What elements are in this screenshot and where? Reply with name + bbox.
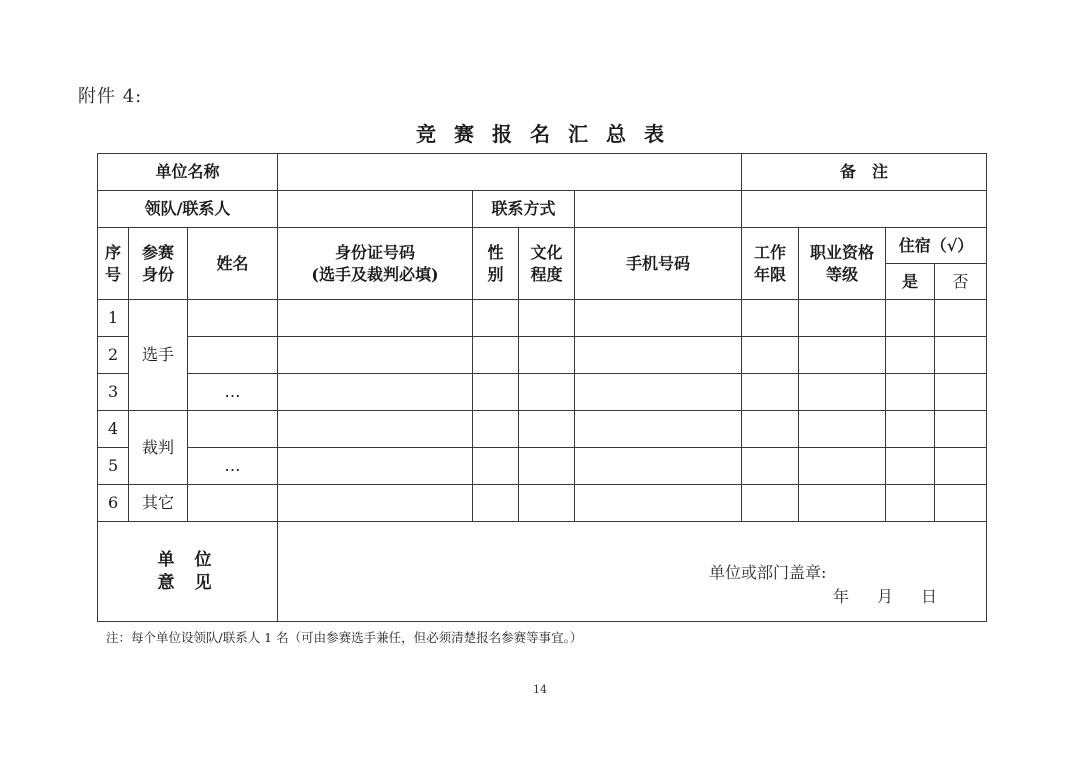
- col-gender-line2: 别: [487, 264, 504, 284]
- unit-opinion-label: [98, 522, 278, 622]
- unit-name-label: 单位名称: [98, 154, 278, 191]
- name-cell[interactable]: [188, 337, 278, 374]
- qualification-cell[interactable]: [799, 337, 886, 374]
- table-row: [98, 300, 987, 337]
- title-char: 赛: [454, 122, 474, 146]
- lodging-no-cell[interactable]: [935, 485, 987, 522]
- col-education-line2: 程度: [530, 264, 563, 284]
- row-number: 3: [98, 374, 129, 411]
- col-work-years-line1: 工作: [753, 242, 786, 262]
- work-years-cell[interactable]: [742, 485, 799, 522]
- id-cell[interactable]: [278, 485, 473, 522]
- title-char: 名: [530, 122, 550, 146]
- lodging-yes-cell[interactable]: [886, 411, 935, 448]
- id-cell[interactable]: [278, 448, 473, 485]
- leader-row: [98, 191, 987, 228]
- attachment-label: 附件 4:: [78, 86, 143, 107]
- id-cell[interactable]: [278, 374, 473, 411]
- phone-cell[interactable]: [575, 411, 742, 448]
- gender-cell[interactable]: [473, 411, 519, 448]
- unit-opinion-field[interactable]: [278, 522, 987, 622]
- col-seq-header: [98, 228, 129, 300]
- table-row: [98, 374, 987, 411]
- page-number: 14: [533, 683, 547, 696]
- col-qualification-line1: 职业资格: [809, 242, 874, 262]
- column-header-row: [98, 228, 987, 264]
- name-cell[interactable]: [188, 485, 278, 522]
- col-work-years-header: [742, 228, 799, 300]
- lodging-yes-cell[interactable]: [886, 374, 935, 411]
- col-lodging-no: 否: [935, 264, 987, 300]
- lodging-yes-cell[interactable]: [886, 337, 935, 374]
- date-month: 月: [877, 587, 894, 606]
- col-qualification-line2: 等级: [825, 264, 858, 284]
- row-number: 5: [98, 448, 129, 485]
- education-cell[interactable]: [519, 374, 575, 411]
- qualification-cell[interactable]: [799, 448, 886, 485]
- col-gender-header: [473, 228, 519, 300]
- table-row: [98, 411, 987, 448]
- education-cell[interactable]: [519, 448, 575, 485]
- unit-name-row: [98, 154, 987, 191]
- name-cell-ellipsis[interactable]: …: [188, 374, 278, 411]
- leader-contact-field[interactable]: [278, 191, 473, 228]
- work-years-cell[interactable]: [742, 448, 799, 485]
- unit-name-field[interactable]: [278, 154, 742, 191]
- col-identity-line1: 参赛: [141, 242, 174, 262]
- col-name-header: 姓名: [188, 228, 278, 300]
- phone-cell[interactable]: [575, 485, 742, 522]
- table-row: [98, 485, 987, 522]
- lodging-no-cell[interactable]: [935, 448, 987, 485]
- col-id-line1: 身份证号码: [334, 242, 415, 262]
- col-work-years-line2: 年限: [753, 264, 786, 284]
- footnote: 注：每个单位设领队/联系人 1 名（可由参赛选手兼任，但必须清楚报名参赛等事宜。）: [106, 630, 583, 645]
- work-years-cell[interactable]: [742, 337, 799, 374]
- opinion-line1: 单位: [157, 549, 232, 570]
- col-education-header: [519, 228, 575, 300]
- qualification-cell[interactable]: [799, 374, 886, 411]
- col-gender-line1: 性: [487, 242, 504, 262]
- title-char: 总: [606, 122, 626, 146]
- title-char: 竞: [416, 122, 436, 146]
- col-seq-line2: 号: [104, 264, 121, 284]
- row-number: 2: [98, 337, 129, 374]
- leader-contact-label: 领队/联系人: [98, 191, 278, 228]
- page-title: [0, 118, 1080, 147]
- gender-cell[interactable]: [473, 374, 519, 411]
- seal-text: 单位或部门盖章:: [709, 563, 827, 582]
- gender-cell[interactable]: [473, 448, 519, 485]
- group-contestant: 选手: [129, 300, 188, 411]
- gender-cell[interactable]: [473, 485, 519, 522]
- title-char: 报: [492, 122, 512, 146]
- row-number: 4: [98, 411, 129, 448]
- work-years-cell[interactable]: [742, 300, 799, 337]
- col-seq-line1: 序: [104, 242, 121, 262]
- remarks-label: 备 注: [742, 154, 987, 191]
- col-id-number-header: [278, 228, 473, 300]
- title-char: 汇: [568, 122, 588, 146]
- table-row: [98, 448, 987, 485]
- col-education-line1: 文化: [530, 242, 563, 262]
- col-identity-line2: 身份: [141, 264, 174, 284]
- col-qualification-header: [799, 228, 886, 300]
- date-year: 年: [833, 587, 850, 606]
- col-identity-header: [129, 228, 188, 300]
- lodging-yes-cell[interactable]: [886, 448, 935, 485]
- id-cell[interactable]: [278, 300, 473, 337]
- gender-cell[interactable]: [473, 300, 519, 337]
- remarks-field[interactable]: [742, 191, 987, 228]
- opinion-line2: 意见: [157, 572, 232, 593]
- phone-cell[interactable]: [575, 300, 742, 337]
- col-lodging-yes: 是: [886, 264, 935, 300]
- lodging-yes-cell[interactable]: [886, 485, 935, 522]
- lodging-no-cell[interactable]: [935, 337, 987, 374]
- qualification-cell[interactable]: [799, 300, 886, 337]
- row-number: 1: [98, 300, 129, 337]
- title-char: 表: [644, 122, 664, 146]
- name-cell-ellipsis[interactable]: …: [188, 448, 278, 485]
- date-line: [833, 586, 965, 608]
- registration-summary-table: [97, 153, 987, 622]
- qualification-cell[interactable]: [799, 485, 886, 522]
- education-cell[interactable]: [519, 411, 575, 448]
- name-cell[interactable]: [188, 300, 278, 337]
- lodging-no-cell[interactable]: [935, 300, 987, 337]
- group-referee: 裁判: [129, 411, 188, 485]
- date-day: 日: [921, 587, 938, 606]
- work-years-cell[interactable]: [742, 411, 799, 448]
- phone-cell[interactable]: [575, 374, 742, 411]
- contact-method-label: 联系方式: [473, 191, 575, 228]
- opinion-row: [98, 522, 987, 622]
- work-years-cell[interactable]: [742, 374, 799, 411]
- lodging-no-cell[interactable]: [935, 374, 987, 411]
- lodging-no-cell[interactable]: [935, 411, 987, 448]
- name-cell[interactable]: [188, 411, 278, 448]
- id-cell[interactable]: [278, 337, 473, 374]
- education-cell[interactable]: [519, 337, 575, 374]
- col-phone-header: 手机号码: [575, 228, 742, 300]
- group-other: 其它: [129, 485, 188, 522]
- lodging-yes-cell[interactable]: [886, 300, 935, 337]
- col-lodging-header: 住宿（√）: [886, 228, 987, 264]
- col-id-line2: (选手及裁判必填): [311, 264, 439, 284]
- id-cell[interactable]: [278, 411, 473, 448]
- education-cell[interactable]: [519, 485, 575, 522]
- qualification-cell[interactable]: [799, 411, 886, 448]
- phone-cell[interactable]: [575, 337, 742, 374]
- row-number: 6: [98, 485, 129, 522]
- education-cell[interactable]: [519, 300, 575, 337]
- phone-cell[interactable]: [575, 448, 742, 485]
- contact-method-field[interactable]: [575, 191, 742, 228]
- gender-cell[interactable]: [473, 337, 519, 374]
- table-row: [98, 337, 987, 374]
